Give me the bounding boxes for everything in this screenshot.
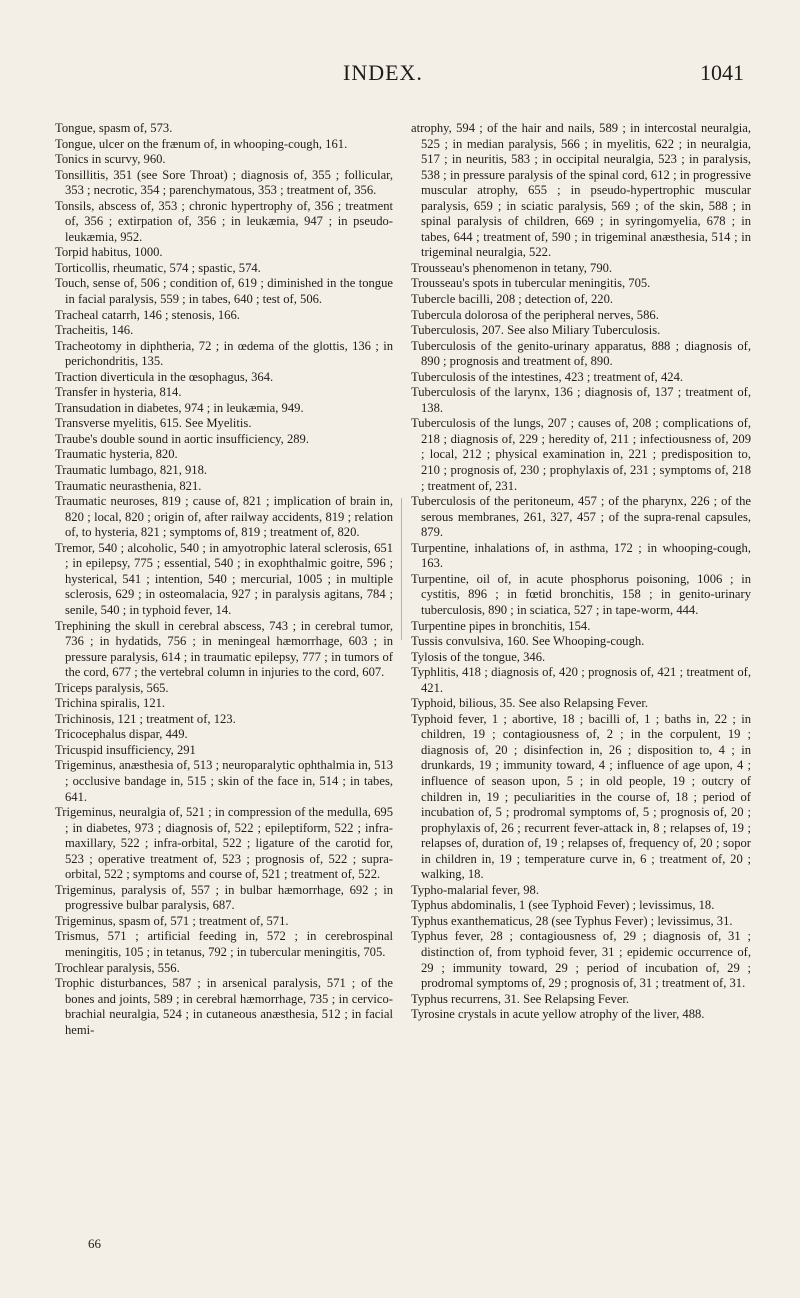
index-entry: Tongue, spasm of, 573. — [55, 121, 173, 135]
index-column-right — [411, 121, 751, 1023]
index-entry: Trousseau's spots in tubercular meningitis, 705. — [411, 276, 651, 291]
index-entry: Tracheal catarrh, 146 ; stenosis, 166. — [55, 307, 240, 322]
index-entry: Tonics in scurvy, 960. — [55, 152, 166, 167]
index-entry: Tuberculosis of the lungs, 207 ; causes of, 208 ; complications of, 218 ; diagnosis of, 229 ; heredity of, 211 ; infectiousness of, 209 ; local, 212 ; physical examination in, 221 ; predisposition to, 210 ; prognosis of, 230 ; prophylaxis of, 231 ; symptoms of, 218 ; treatment of, 231. — [411, 416, 751, 493]
index-entry: Traumatic neuroses, 819 ; cause of, 821 ; implication of brain in, 820 ; local, 820 ; origin of, after railway accidents, 819 ; relation of, to hysteria, 821 ; symptoms of, 819 ; treatment of, 820. — [55, 494, 393, 540]
index-entry: Typhus recurrens, 31. See Relapsing Fever. — [411, 991, 630, 1006]
index-entry: Traction diverticula in the œsophagus, 364. — [55, 369, 274, 384]
index-entry: Transverse myelitis, 615. See Myelitis. — [55, 416, 252, 431]
index-entry: Traube's double sound in aortic insufficiency, 289. — [55, 431, 309, 446]
index-entry: Transfer in hysteria, 814. — [55, 385, 182, 400]
index-entry: Tracheotomy in diphtheria, 72 ; in œdema of the glottis, 136 ; in perichondritis, 135. — [55, 338, 393, 369]
page-header — [0, 60, 800, 90]
index-entry: Tonsillitis, 351 (see Sore Throat) ; diagnosis of, 355 ; follicular, 353 ; necrotic, 354 ; parenchymatous, 353 ; treatment of, 356. — [55, 167, 393, 198]
index-entry: Typhus exanthematicus, 28 (see Typhus Fever) ; levissimus, 31. — [411, 913, 733, 928]
index-entry: Trousseau's phenomenon in tetany, 790. — [411, 260, 613, 275]
index-entry: Trigeminus, neuralgia of, 521 ; in compression of the medulla, 695 ; in diabetes, 973 ; diagnosis of, 522 ; epileptiform, 522 ; infra-maxillary, 522 ; infra-orbital, 522 ; ligature of the carotid for, 523 ; operative treatment of, 523 ; prognosis of, 522 ; supra-orbital, 522 ; symptoms and course of, 521 ; treatment of, 522. — [55, 805, 393, 882]
index-entry: Tylosis of the tongue, 346. — [411, 649, 546, 664]
running-title: INDEX. — [343, 60, 423, 85]
index-entry: Typhlitis, 418 ; diagnosis of, 420 ; prognosis of, 421 ; treatment of, 421. — [411, 665, 751, 695]
signature-mark: 66 — [88, 1236, 101, 1251]
index-entry: Torticollis, rheumatic, 574 ; spastic, 574. — [55, 260, 261, 275]
index-entry: Tubercula dolorosa of the peripheral nerves, 586. — [411, 307, 659, 322]
index-entry: Transudation in diabetes, 974 ; in leukæmia, 949. — [55, 400, 304, 415]
index-entry: Trichinosis, 121 ; treatment of, 123. — [55, 711, 236, 726]
index-entry: Touch, sense of, 506 ; condition of, 619 ; diminished in the tongue in facial paralysis, 559 ; in tabes, 640 ; test of, 506. — [55, 276, 393, 307]
index-entry: Tussis convulsiva, 160. See Whooping-cough. — [411, 634, 645, 649]
index-entry: Tubercle bacilli, 208 ; detection of, 220. — [411, 292, 614, 307]
index-entry: Trichina spiralis, 121. — [55, 696, 166, 711]
index-entry: Trigeminus, spasm of, 571 ; treatment of, 571. — [55, 913, 289, 928]
index-column-left — [55, 121, 393, 1038]
page-number: 1041 — [700, 60, 744, 85]
index-entry: Tracheitis, 146. — [55, 323, 134, 338]
index-entry: Trigeminus, paralysis of, 557 ; in bulbar hæmorrhage, 692 ; in progressive bulbar paralysis, 687. — [55, 882, 393, 913]
index-entry: Tyrosine crystals in acute yellow atrophy of the liver, 488. — [411, 1007, 705, 1022]
index-entry: Trophic disturbances, 587 ; in arsenical paralysis, 571 ; of the bones and joints, 589 ; in cerebral hæmorrhage, 735 ; in cervico-brachial neuralgia, 524 ; in cutaneous anæsthesia, 512 ; in facial hemi- — [55, 976, 393, 1037]
index-entry: Tonsils, abscess of, 353 ; chronic hypertrophy of, 356 ; treatment of, 356 ; extirpation of, 356 ; in leukæmia, 947 ; in pseudo-leukæmia, 952. — [55, 198, 393, 244]
index-entry: Tricocephalus dispar, 449. — [55, 727, 188, 742]
index-entry: Traumatic lumbago, 821, 918. — [55, 463, 208, 478]
index-entry: Typhoid fever, 1 ; abortive, 18 ; bacilli of, 1 ; baths in, 22 ; in children, 19 ; contagiousness of, 2 ; in the corpulent, 19 ; diagnosis of, 20 ; disinfection in, 26 ; disposition to, 4 ; in drunkards, 19 ; immunity toward, 4 ; influence of age upon, 4 ; influence of season upon, 5 ; in old people, 19 ; outcry of children in, 19 ; peculiarities in the course of, 18 ; period of incubation of, 5 ; prodromal symptoms of, 5 ; prognosis of, 20 ; prophylaxis of, 26 ; recurrent fever-attack in, 8 ; relapses of, 19 ; relapses of, duration of, 19 ; relapses of, frequency of, 20 ; sopor in children in, 19 ; temperature curve in, 6 ; treatment of, 20 ; walking, 18. — [411, 711, 751, 882]
index-entry: atrophy, 594 ; of the hair and nails, 589 ; in intercostal neuralgia, 525 ; in median paralysis, 566 ; in myelitis, 622 ; in neuralgia, 517 ; in neuritis, 583 ; in occipital neuralgia, 523 ; in paralysis, 538 ; in pressure paralysis of the spinal cord, 612 ; in progressive muscular atrophy, 655 ; in pseudo-hypertrophic muscular paralysis, 659 ; in sciatic paralysis, 569 ; of the skin, 588 ; in spinal paralysis of children, 669 ; in syringomyelia, 678 ; in tabes, 644 ; treatment of, 590 ; in trigeminal anæsthesia, 514 ; in trigeminal neuralgia, 522. — [411, 121, 751, 260]
index-entry: Traumatic hysteria, 820. — [55, 447, 178, 462]
index-entry: Tremor, 540 ; alcoholic, 540 ; in amyotrophic lateral sclerosis, 651 ; in epilepsy, 775 ; essential, 540 ; in exophthalmic goitre, 596 ; hysterical, 541 ; intention, 540 ; mercurial, 1005 ; in multiple sclerosis, 629 ; in osteomalacia, 927 ; in paralysis agitans, 784 ; senile, 540 ; in typhoid fever, 14. — [55, 540, 393, 617]
index-entry: Tuberculosis of the intestines, 423 ; treatment of, 424. — [411, 369, 684, 384]
index-entry: Tuberculosis, 207. See also Miliary Tuberculosis. — [411, 323, 661, 338]
index-entry: Trephining the skull in cerebral abscess, 743 ; in cerebral tumor, 736 ; in hydatids, 756 ; in meningeal hæmorrhage, 603 ; in pressure paralysis, 614 ; in traumatic epilepsy, 777 ; in tumors of the cord, 677 ; the vertebral column in injuries to the cord, 607. — [55, 618, 393, 680]
index-entry: Trochlear paralysis, 556. — [55, 960, 180, 975]
index-entry: Typhus fever, 28 ; contagiousness of, 29 ; diagnosis of, 31 ; distinction of, from typhoid fever, 31 ; epidemic occurrence of, 29 ; immunity toward, 29 ; period of incubation of, 29 ; prodromal symptoms of, 29 ; prognosis of, 31 ; treatment of, 31. — [411, 929, 751, 991]
index-entry: Tricuspid insufficiency, 291 — [55, 742, 196, 757]
index-entry: Turpentine, oil of, in acute phosphorus poisoning, 1006 ; in cystitis, 896 ; in fœtid bronchitis, 158 ; in genito-urinary tuberculosis, 890 ; in sciatica, 527 ; in tape-worm, 444. — [411, 571, 751, 617]
index-entry: Typhoid, bilious, 35. See also Relapsing Fever. — [411, 696, 648, 711]
index-entry: Tongue, ulcer on the frænum of, in whooping-cough, 161. — [55, 136, 348, 151]
index-entry: Typhus abdominalis, 1 (see Typhoid Fever) ; levissimus, 18. — [411, 898, 715, 913]
column-divider — [401, 498, 402, 640]
index-entry: Triceps paralysis, 565. — [55, 680, 169, 695]
index-entry: Turpentine, inhalations of, in asthma, 172 ; in whooping-cough, 163. — [411, 540, 751, 571]
index-entry: Torpid habitus, 1000. — [55, 245, 163, 260]
index-entry: Turpentine pipes in bronchitis, 154. — [411, 618, 591, 633]
index-entry: Tuberculosis of the peritoneum, 457 ; of the pharynx, 226 ; of the serous membranes, 261, 327, 457 ; of the supra-renal capsules, 879. — [411, 494, 751, 540]
index-entry: Trismus, 571 ; artificial feeding in, 572 ; in cerebrospinal meningitis, 105 ; in tetanus, 792 ; in tubercular meningitis, 705. — [55, 929, 393, 959]
index-entry: Tuberculosis of the larynx, 136 ; diagnosis of, 137 ; treatment of, 138. — [411, 385, 751, 415]
index-entry: Tuberculosis of the genito-urinary apparatus, 888 ; diagnosis of, 890 ; prognosis and treatment of, 890. — [411, 338, 751, 369]
index-entry: Traumatic neurasthenia, 821. — [55, 478, 202, 493]
index-entry: Typho-malarial fever, 98. — [411, 882, 539, 897]
index-entry: Trigeminus, anæsthesia of, 513 ; neuroparalytic ophthalmia in, 513 ; occlusive bandage in, 515 ; skin of the face in, 514 ; in tabes, 641. — [55, 758, 393, 804]
